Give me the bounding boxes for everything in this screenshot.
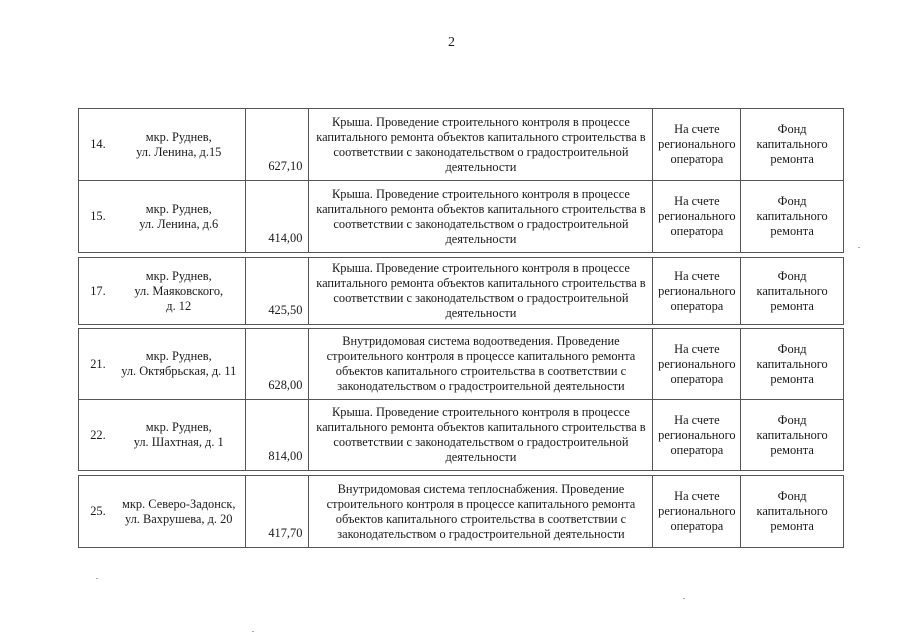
- table-row: [79, 399, 843, 470]
- row-area: 628,00: [245, 329, 309, 399]
- row-fund: Фонд капитального ремонта: [740, 109, 843, 180]
- row-work-description: Внутридомовая система теплоснабжения. Проведение строительного контроля в процессе капитального ремонта объектов капитального строительства в соответствии с законодательством о градостроительной деятельности: [308, 476, 652, 547]
- table-row: [79, 476, 843, 547]
- table-block-1: [78, 108, 844, 253]
- table-block-4: [78, 475, 844, 548]
- table-block-2: [78, 257, 844, 325]
- page-number: 2: [448, 35, 455, 50]
- table-block-3: [78, 328, 844, 471]
- table-row: [79, 329, 843, 399]
- row-work-description: Крыша. Проведение строительного контроля в процессе капитального ремонта объектов капитального строительства в соответствии с законодательством о градостроительной деятельности: [308, 109, 652, 180]
- row-area: 417,70: [245, 476, 309, 547]
- row-financing: На счете регионального оператора: [652, 258, 740, 324]
- row-number: 22.: [90, 427, 106, 442]
- row-work-description: Крыша. Проведение строительного контроля в процессе капитального ремонта объектов капитального строительства в соответствии с законодательством о градостроительной деятельности: [308, 258, 652, 324]
- row-area: 627,10: [245, 109, 309, 180]
- row-address: мкр. Северо-Задонск, ул. Вахрушева, д. 20: [122, 496, 236, 526]
- row-fund: Фонд капитального ремонта: [740, 258, 843, 324]
- row-address: мкр. Руднев, ул. Ленина, д.6: [139, 201, 219, 231]
- row-fund: Фонд капитального ремонта: [740, 329, 843, 399]
- row-address: мкр. Руднев, ул. Ленина, д.15: [136, 129, 222, 159]
- row-financing: На счете регионального оператора: [652, 476, 740, 547]
- row-fund: Фонд капитального ремонта: [740, 476, 843, 547]
- scan-speck: [858, 247, 860, 248]
- row-financing: На счете регионального оператора: [652, 400, 740, 470]
- scan-speck: [252, 631, 254, 632]
- scan-speck: [683, 598, 685, 599]
- row-work-description: Внутридомовая система водоотведения. Проведение строительного контроля в процессе капитального ремонта объектов капитального строительства в соответствии с законодательством о градостроительной деятельности: [308, 329, 652, 399]
- row-financing: На счете регионального оператора: [652, 109, 740, 180]
- table-row: [79, 258, 843, 324]
- table-row: [79, 109, 843, 180]
- table-row: [79, 180, 843, 252]
- row-address: мкр. Руднев, ул. Шахтная, д. 1: [133, 420, 224, 449]
- row-number: 14.: [90, 137, 106, 151]
- row-address: мкр. Руднев, ул. Октябрьская, д. 11: [121, 349, 237, 378]
- row-area: 425,50: [245, 258, 309, 324]
- row-financing: На счете регионального оператора: [652, 329, 740, 399]
- row-number: 25.: [90, 504, 106, 518]
- row-fund: Фонд капитального ремонта: [740, 400, 843, 470]
- row-fund: Фонд капитального ремонта: [740, 181, 843, 252]
- row-financing: На счете регионального оператора: [652, 181, 740, 252]
- scan-speck: [96, 578, 98, 579]
- row-address: мкр. Руднев, ул. Маяковского, д. 12: [134, 268, 224, 313]
- row-number: 15.: [90, 209, 106, 223]
- row-work-description: Крыша. Проведение строительного контроля в процессе капитального ремонта объектов капитального строительства в соответствии с законодательством о градостроительной деятельности: [308, 181, 652, 252]
- row-number: 17.: [90, 283, 106, 298]
- row-area: 414,00: [245, 181, 309, 252]
- row-area: 814,00: [245, 400, 309, 470]
- row-number: 21.: [90, 356, 106, 371]
- row-work-description: Крыша. Проведение строительного контроля в процессе капитального ремонта объектов капитального строительства в соответствии с законодательством о градостроительной деятельности: [308, 400, 652, 470]
